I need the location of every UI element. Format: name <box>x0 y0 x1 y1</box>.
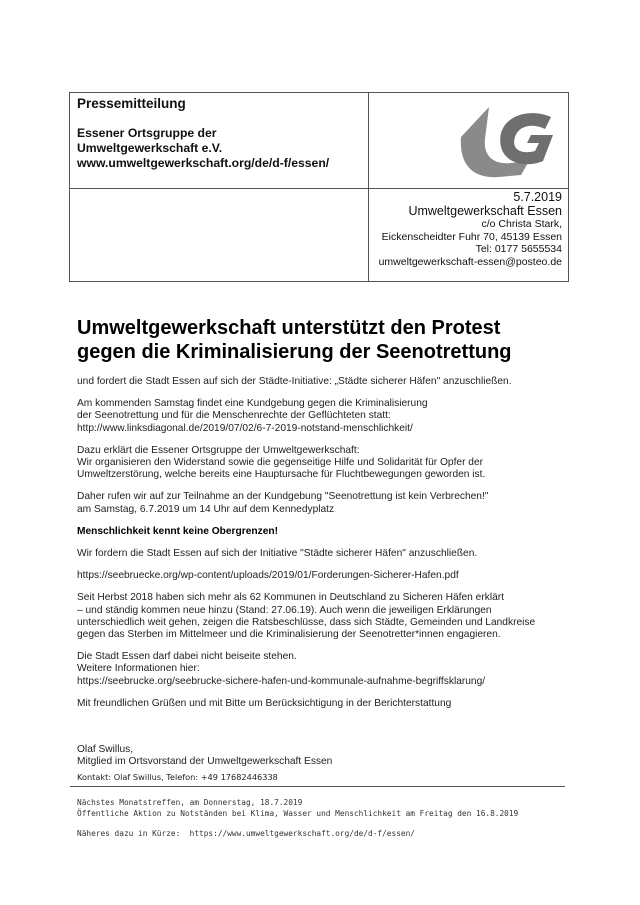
footer-more-info: Näheres dazu in Kürze: https://www.umweltgewerkschaft.org/de/d-f/essen/ <box>77 829 415 838</box>
org-line: Essener Ortsgruppe der <box>77 126 217 140</box>
header-divider-vertical <box>368 93 369 281</box>
ug-logo-icon <box>455 103 555 179</box>
header-table <box>69 92 569 282</box>
contact-line: Kontakt: Olaf Swillus, Telefon: +49 17682446338 <box>77 772 278 782</box>
address-line: c/o Christa Stark, <box>481 218 562 230</box>
org-website-link[interactable]: www.umweltgewerkschaft.org/de/d-f/essen/ <box>77 156 330 170</box>
sender-name: Umweltgewerkschaft Essen <box>408 204 562 218</box>
background-paragraph: Seit Herbst 2018 haben sich mehr als 62 Kommunen in Deutschland zu Sicheren Häfen erklärt – und ständig kommen neue hinzu (Stand: 27.06.19). Auch wenn die jeweiligen Erklärungen unterschiedlich weit gehen, zeigen die Ratsbeschlüsse, dass sich Städte, Gemeinden und Landkreise gegen das Sterben im Mittelmeer und die Kriminalisierung der Seenotretter*innen engagieren. <box>77 592 536 641</box>
footer-line: Öffentliche Aktion zu Notständen bei Klima, Wasser und Menschlichkeit am Freitag den 16.8.2019 <box>77 808 519 818</box>
info-paragraph: Die Stadt Essen darf dabei nicht beiseite stehen. Weitere Informationen hier: https://seebrucke.org/seebrucke-sichere-hafen-und-kommunale-aufnahme-begriffsklarung/ <box>77 651 486 687</box>
org-block <box>77 126 367 171</box>
intro-paragraph: und fordert die Stadt Essen auf sich der Städte-Initiative: „Städte sicherer Häfen" anzuschließen. <box>77 376 512 387</box>
signature: Olaf Swillus, Mitglied im Ortsvorstand der Umweltgewerkschaft Essen <box>77 744 333 767</box>
footer-divider <box>70 786 565 787</box>
rally-paragraph: Am kommenden Samstag findet eine Kundgebung gegen die Kriminalisierung der Seenotrettung und für die Menschenrechte der Geflüchteten statt: http://www.linksdiagonal.de/2019/07/02/6-7-2019-notstand-menschlichkeit/ <box>77 398 428 434</box>
org-line: Umweltgewerkschaft e.V. <box>77 141 223 155</box>
footer-line: Nächstes Monatstreffen, am Donnerstag, 18.7.2019 <box>77 798 303 807</box>
header-divider-horizontal <box>70 188 568 189</box>
call-paragraph: Daher rufen wir auf zur Teilnahme an der Kundgebung "Seenotrettung ist kein Verbrechen!" am Samstag, 6.7.2019 um 14 Uhr auf dem Kennedyplatz <box>77 491 489 515</box>
date: 5.7.2019 <box>513 190 562 204</box>
footer-notes <box>77 798 518 819</box>
address-line: Eickenscheidter Fuhr 70, 45139 Essen <box>381 230 562 243</box>
bold-slogan: Menschlichkeit kennt keine Obergrenzen! <box>77 525 278 537</box>
body-text <box>77 376 557 720</box>
pdf-link[interactable]: https://seebruecke.org/wp-content/uploads/2019/01/Forderungen-Sicherer-Hafen.pdf <box>77 570 459 582</box>
closing-paragraph: Mit freundlichen Grüßen und mit Bitte um Berücksichtigung in der Berichterstattung <box>77 697 452 709</box>
demand-paragraph: Wir fordern die Stadt Essen auf sich der Initiative "Städte sicherer Häfen" anzuschließen. <box>77 548 478 560</box>
phone: Tel: 0177 5655534 <box>475 243 562 256</box>
press-release-title: Pressemitteilung <box>77 96 186 111</box>
sender-address <box>379 190 562 268</box>
email-link[interactable]: umweltgewerkschaft-essen@posteo.de <box>378 255 562 268</box>
headline: Umweltgewerkschaft unterstützt den Protest gegen die Kriminalisierung der Seenotrettung <box>77 317 512 363</box>
statement-paragraph: Dazu erklärt die Essener Ortsgruppe der Umweltgewerkschaft: Wir organisieren den Widerstand sowie die gegenseitige Hilfe und Solidarität für Opfer der Umweltzerstörung, welche bereits eine Hauptursache für Fluchtbewegungen geworden ist. <box>77 444 486 481</box>
